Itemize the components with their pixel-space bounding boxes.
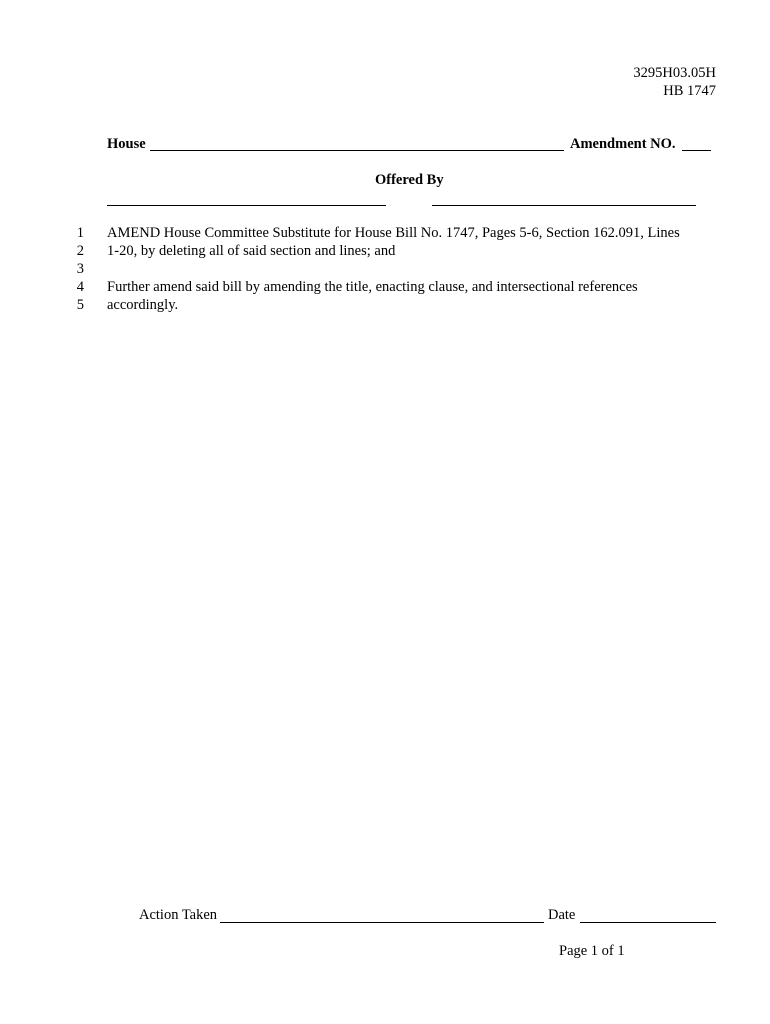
house-blank-line xyxy=(150,150,564,151)
body-line: 1-20, by deleting all of said section and lines; and xyxy=(107,243,396,259)
body-line: accordingly. xyxy=(107,297,179,313)
line-number: 1 xyxy=(76,225,84,241)
offered-by-label: Offered By xyxy=(375,172,444,188)
offered-by-line-right xyxy=(432,205,696,206)
document-code: 3295H03.05H xyxy=(633,65,716,81)
amendment-number-label: Amendment NO. xyxy=(570,136,676,152)
line-number: 2 xyxy=(76,243,84,259)
line-number: 5 xyxy=(76,297,84,313)
action-taken-label: Action Taken xyxy=(139,907,218,923)
page-number: Page 1 of 1 xyxy=(559,943,625,959)
line-number: 4 xyxy=(76,279,84,295)
date-label: Date xyxy=(548,907,576,923)
house-label: House xyxy=(107,136,146,152)
date-blank-line xyxy=(580,922,716,923)
action-taken-blank-line xyxy=(220,922,544,923)
line-number: 3 xyxy=(76,261,84,277)
body-line: AMEND House Committee Substitute for House Bill No. 1747, Pages 5-6, Section 162.091, Lines xyxy=(107,225,680,241)
body-line: Further amend said bill by amending the title, enacting clause, and intersectional references xyxy=(107,279,638,295)
bill-number: HB 1747 xyxy=(663,83,716,99)
offered-by-line-left xyxy=(107,205,386,206)
amendment-number-blank xyxy=(682,150,711,151)
